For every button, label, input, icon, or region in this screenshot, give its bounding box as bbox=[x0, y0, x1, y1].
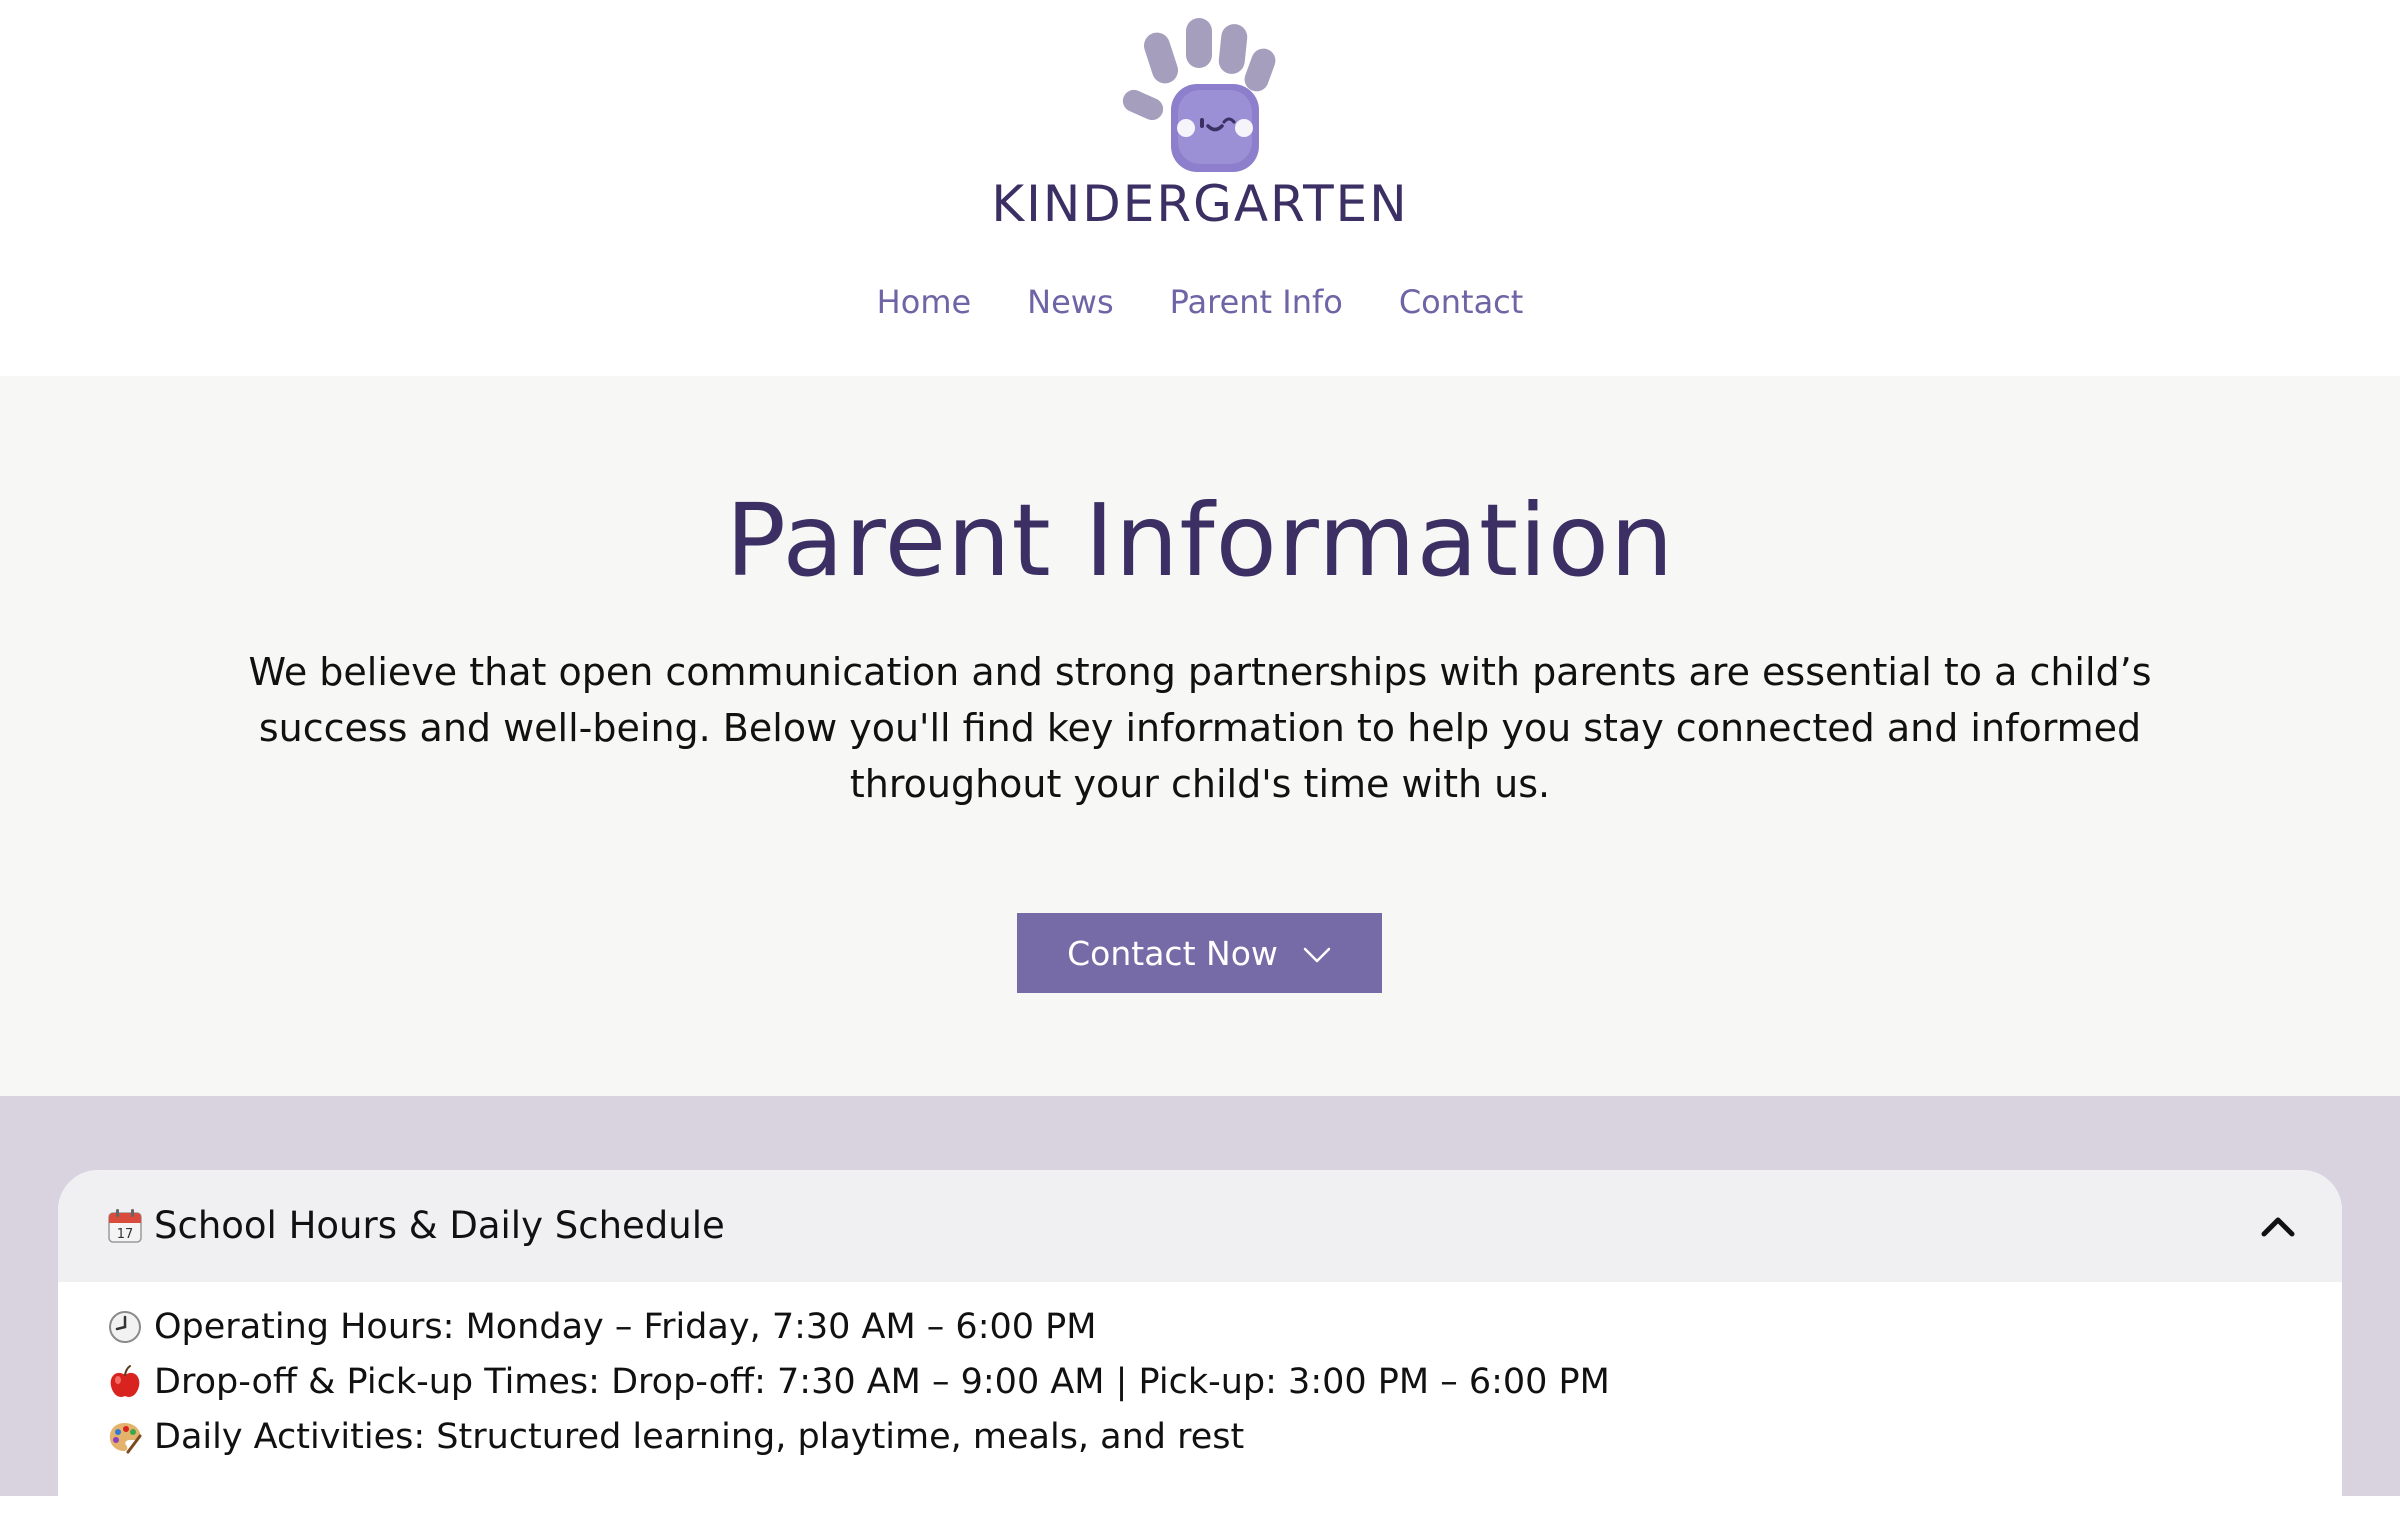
contact-now-label: Contact Now bbox=[1067, 933, 1278, 973]
handprint-icon[interactable] bbox=[1100, 10, 1300, 180]
accordion-title bbox=[106, 1200, 725, 1252]
nav-news[interactable]: News bbox=[1027, 283, 1114, 321]
nav-contact[interactable]: Contact bbox=[1398, 283, 1524, 321]
calendar-icon bbox=[106, 1207, 144, 1245]
nav-parent-info[interactable]: Parent Info bbox=[1169, 283, 1343, 321]
hero-section bbox=[0, 376, 2400, 1096]
contact-now-button[interactable] bbox=[1017, 913, 1382, 993]
page-title: Parent Information bbox=[725, 482, 1675, 599]
schedule-accordion bbox=[58, 1170, 2342, 1530]
list-item bbox=[106, 1412, 1244, 1462]
clock-icon bbox=[106, 1308, 144, 1346]
svg-text:17: 17 bbox=[116, 1227, 134, 1242]
list-item bbox=[106, 1357, 1610, 1407]
chevron-up-icon[interactable] bbox=[2258, 1208, 2298, 1244]
accordion-title-text: School Hours & Daily Schedule bbox=[154, 1204, 725, 1247]
main-nav bbox=[0, 276, 2400, 328]
chevron-down-icon bbox=[1302, 934, 1332, 973]
accordion-body bbox=[58, 1282, 2342, 1530]
brand-name[interactable]: KINDERGARTEN bbox=[991, 175, 1409, 233]
list-item-text: Drop-off & Pick-up Times: Drop-off: 7:30 AM – 9:00 AM | Pick-up: 3:00 PM – 6:00 PM bbox=[154, 1362, 1610, 1402]
hero-description: We believe that open communication and strong partnerships with parents are essential to a child’s success and well-being. Below you'll find key information to help you stay connected and informed throughout your child's time with us. bbox=[248, 650, 2152, 806]
list-item bbox=[106, 1302, 1096, 1352]
list-item-text: Operating Hours: Monday – Friday, 7:30 AM – 6:00 PM bbox=[154, 1307, 1097, 1347]
apple-icon bbox=[106, 1363, 144, 1401]
palette-icon bbox=[106, 1418, 144, 1456]
accordion-header[interactable] bbox=[58, 1170, 2342, 1282]
nav-home[interactable]: Home bbox=[876, 283, 972, 321]
list-item-text: Daily Activities: Structured learning, playtime, meals, and rest bbox=[154, 1417, 1245, 1457]
site-header bbox=[0, 0, 2400, 376]
info-section bbox=[0, 1096, 2400, 1496]
